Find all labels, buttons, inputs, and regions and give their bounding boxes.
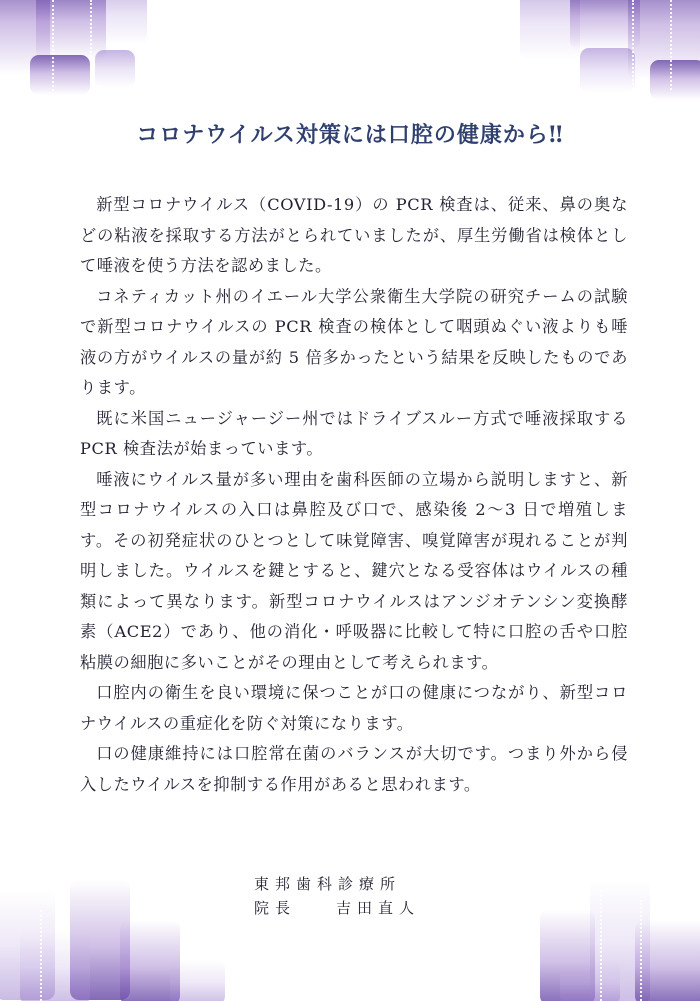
clinic-name: 東邦歯科診療所 <box>254 875 402 893</box>
article-body <box>80 190 628 800</box>
decoration-bottom-right <box>540 870 700 1001</box>
paragraph-pcr-saliva: 新型コロナウイルス（COVID-19）の PCR 検査は、従来、鼻の奥などの粘液を採取する方法がとられていましたが、厚生労働省は検体として唾液を使う方法を認めました。 <box>80 195 628 275</box>
paragraph-new-jersey: 既に米国ニュージャージー州ではドライブスルー方式で唾液採取する PCR 検査法が始まっています。 <box>80 408 628 458</box>
decoration-top-left <box>0 0 170 110</box>
director-title: 院長 <box>254 899 297 917</box>
paragraph-oral-bacteria: 口の健康維持には口腔常在菌のバランスが大切です。つまり外から侵入したウイルスを抑制する作用があると思われます。 <box>80 744 628 794</box>
page-title: コロナウイルス対策には口腔の健康から‼ <box>136 122 564 148</box>
decoration-top-right <box>520 0 700 110</box>
signature-block <box>254 872 420 920</box>
paragraph-dental-explanation: 唾液にウイルス量が多い理由を歯科医師の立場から説明しますと、新型コロナウイルスの入口は鼻腔及び口で、感染後 2～3 日で増殖します。その初発症状のひとつとして味覚障害、嗅覚障害が現れることが判明しました。ウイルスを鍵とすると、鍵穴となる受容体はウイルスの種類によって異なります。新型コロナウイルスはアンジオテンシン変換酵素（ACE2）であり、他の消化・呼吸器に比較して特に口腔の舌や口腔粘膜の細胞に多いことがその理由として考えられます。 <box>80 469 628 672</box>
decoration-bottom-left <box>0 870 230 1001</box>
paragraph-oral-hygiene: 口腔内の衛生を良い環境に保つことが口の健康につながり、新型コロナウイルスの重症化を防ぐ対策になります。 <box>80 683 628 733</box>
director-line <box>254 896 420 920</box>
director-name: 吉田直人 <box>336 899 421 917</box>
paragraph-yale-study: コネティカット州のイエール大学公衆衛生大学院の研究チームの試験で新型コロナウイルスの PCR 検査の検体として咽頭ぬぐい液よりも唾液の方がウイルスの量が約 5 倍多かったという結果を反映したものであります。 <box>80 286 628 397</box>
